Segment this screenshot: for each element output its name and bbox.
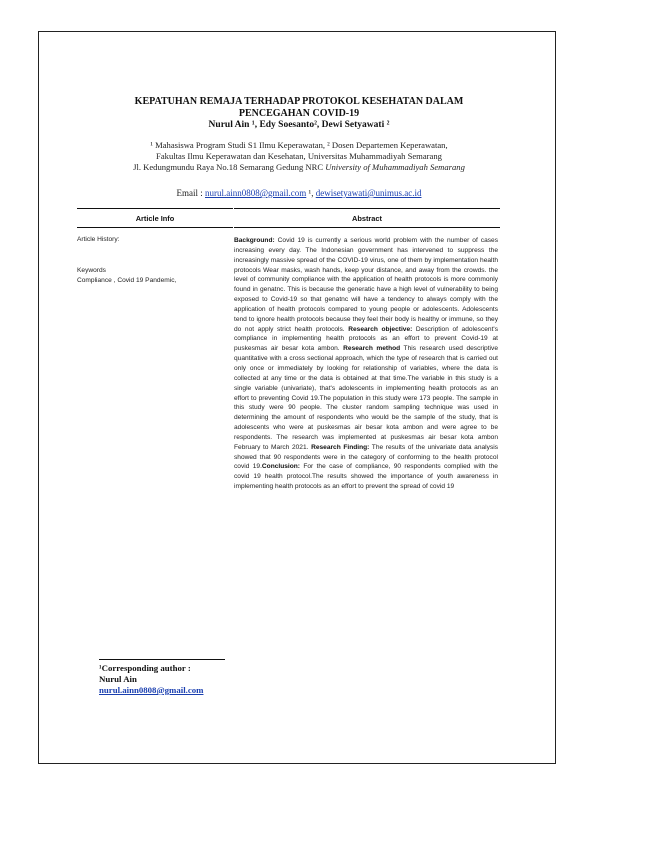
paper-page — [38, 31, 556, 764]
email-link-1[interactable]: nurul.ainn0808@gmail.com — [205, 188, 307, 198]
abstract-top-rule — [234, 208, 500, 209]
email-label: Email : — [176, 188, 203, 198]
conclusion-label: Conclusion: — [261, 463, 301, 471]
objective-label: Research objective: — [348, 325, 413, 333]
background-label: Background: — [234, 237, 275, 244]
paper-title: KEPATUHAN REMAJA TERHADAP PROTOKOL KESEHATAN DALAM PENCEGAHAN COVID-19 — [134, 96, 464, 119]
affiliation-address: Jl. Kedungmundu Raya No.18 Semarang Gedung NRC — [133, 162, 324, 172]
finding-label: Research Finding: — [311, 443, 370, 451]
method-text: This research used descriptive quantitative with a cross sectional approach, which the type of research that is carried out only once or immediately by looking for relationship of variables, where the data is collected at any time or the data is obtained at that time.The variable in this study is a single variable (univariate), that's adolescents in implementing health protocols as an effort to preventing Covid 19.The population in this study were 173 people. The sample in this study were 90 people. The cluster random sampling technique was used in determining the amount of respondents who would be the sample of the study, that is adolescents who were at puskesmas air besar kota ambon and were agree to be respondents. The research was implemented at puskesmas air besar kota ambon February to March 2021. — [234, 345, 498, 451]
affiliation-university: University of Muhammadiyah Semarang — [325, 162, 465, 172]
affiliation-line-2: Fakultas Ilmu Keperawatan dan Kesehatan, Universitas Muhammadiyah Semarang — [156, 151, 442, 161]
email-separator: ¹, — [308, 188, 314, 198]
email-link-2[interactable]: dewisetyawati@unimus.ac.id — [315, 188, 422, 198]
conclusion-text: For the case of compliance, 90 respondents complied with the covid 19 health protocol.The results showed the importance of youth awareness in implementing health protocols as an effort to prevent the spread of covid 19 — [234, 463, 498, 491]
background-text: Covid 19 is currently a serious world problem with the number of cases increasing every day. The Indonesian government has intervened to suppress the increasingly massive spread of the COVID-19 virus, one of them by implementation health protocols Wear masks, wash hands, keep your distance, and away from the crowds. the level of community compliance with the application of health protocols is more commonly found in genatnc. This is because the generatic have a high level of vulnerability to being exposed to Covid-19 so that genatnc will have a tendency to always comply with the application of health protocols compared to young people or adolescents. Adolescents tend to ignore health protocols because they feel their body is healthy or immune, so they do not apply strict health protocols. — [234, 237, 498, 333]
method-label: Research method — [343, 345, 401, 353]
info-header-rule — [77, 227, 233, 228]
affiliation-block — [91, 140, 507, 173]
corresponding-name: Nurul Ain — [99, 674, 137, 684]
email-line — [91, 188, 507, 198]
keywords-label: Keywords — [77, 267, 106, 274]
article-info-header: Article Info — [135, 214, 175, 223]
affiliation-line-3 — [91, 162, 507, 173]
affiliation-line-1: ¹ Mahasiswa Program Studi S1 Ilmu Keperawatan, ² Dosen Departemen Keperawatan, — [150, 140, 448, 150]
objective-text: Description of adolescent's compliance in implementing health protocols as an effort to prevent Covid-19 at puskesmas air besar kota ambon. — [234, 325, 498, 353]
paper-authors: Nurul Ain ¹, Edy Soesanto², Dewi Setyawati ² — [208, 120, 390, 130]
keywords-value: Compliance , Covid 19 Pandemic, — [77, 277, 177, 284]
corresponding-label: ¹Corresponding author : — [99, 663, 191, 673]
info-top-rule — [77, 208, 233, 209]
finding-text: The results of the univariate data analysis showed that 90 respondents were in the category of conforming to the health protocol covid 19. — [234, 443, 499, 471]
corresponding-email-link[interactable]: nurul.ainn0808@gmail.com — [99, 685, 204, 695]
abstract-header-rule — [234, 227, 500, 228]
abstract-header: Abstract — [352, 214, 382, 223]
abstract-text — [234, 236, 498, 492]
article-history-label: Article History: — [77, 236, 120, 243]
footnote-rule — [99, 659, 225, 660]
corresponding-author — [99, 663, 203, 696]
